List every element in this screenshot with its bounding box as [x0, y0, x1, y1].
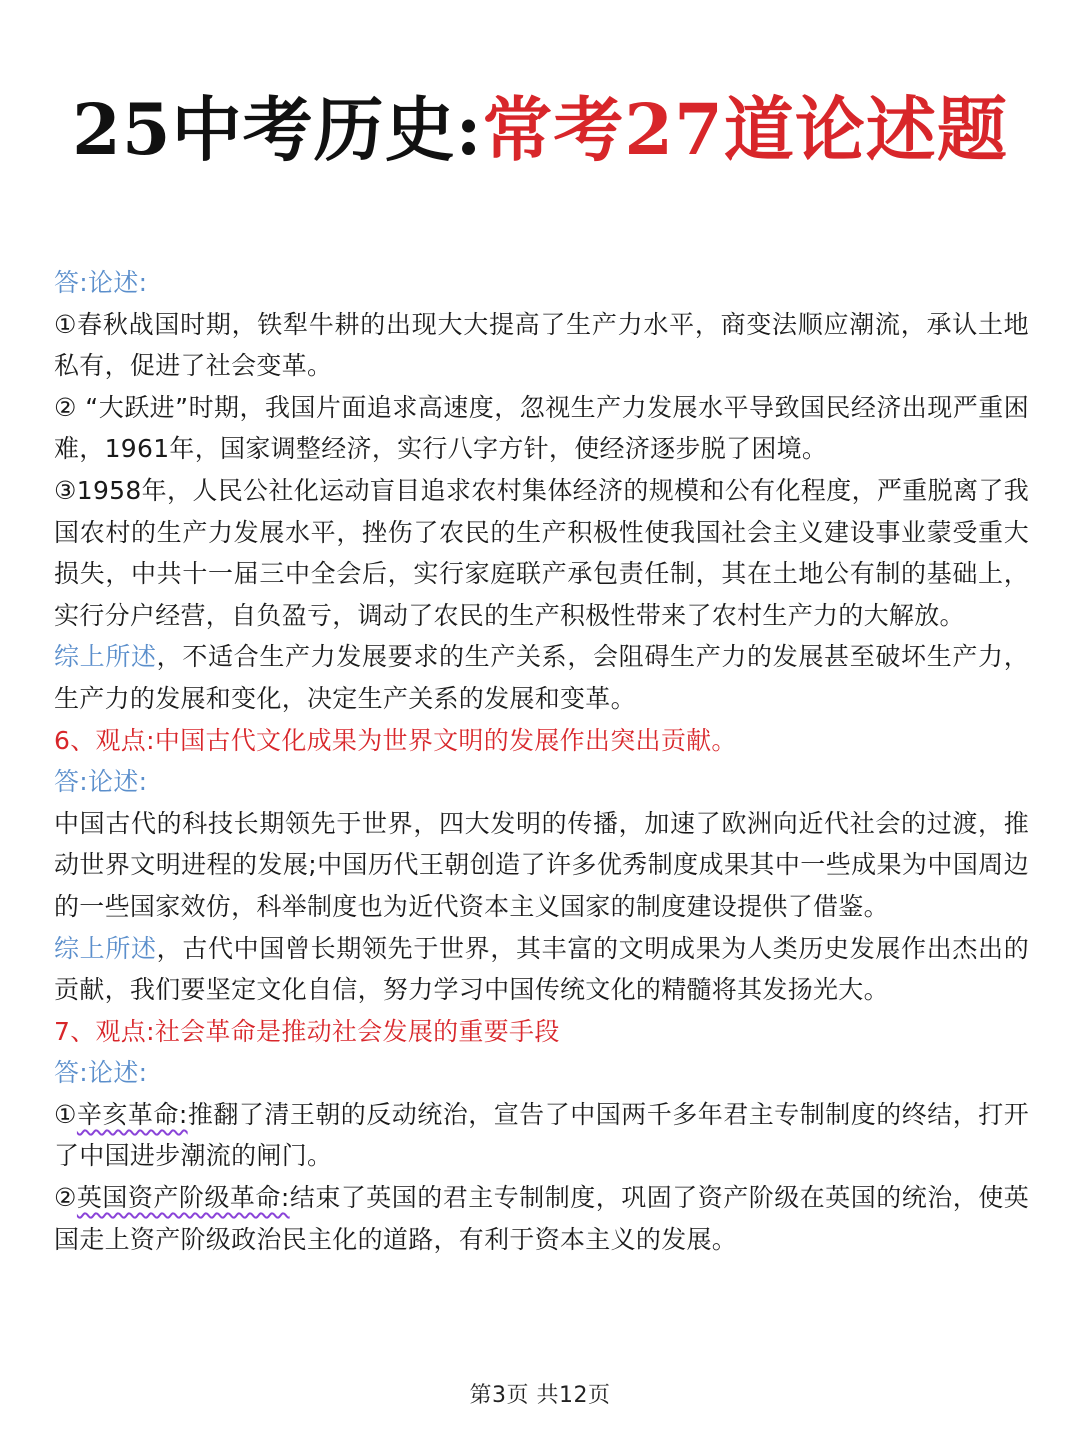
summary-paragraph: [54, 636, 1029, 719]
paragraph-item: [54, 1177, 1029, 1260]
summary-label: 综上所述: [54, 642, 157, 672]
paragraph-item: ③1958年，人民公社化运动盲目追求农村集体经济的规模和公有化程度，严重脱离了我国农村的生产力发展水平，挫伤了农民的生产积极性使我国社会主义建设事业蒙受重大损失，中共十一届三中全会后，实行家庭联产承包责任制，其在土地公有制的基础上，实行分户经营，自负盈亏，调动了农民的生产积极性带来了农村生产力的大解放。: [54, 475, 1029, 630]
title-highlight: 常考27道论述题: [482, 88, 1008, 171]
item-heading: 辛亥革命:: [76, 1099, 188, 1129]
item-number: ②: [54, 1183, 77, 1213]
paragraph-item: ② “大跃进”时期，我国片面追求高速度，忽视生产力发展水平导致国民经济出现严重困难，1961年，国家调整经济，实行八字方针，使经济逐步脱了困境。: [54, 392, 1029, 464]
item-heading: 英国资产阶级革命:: [76, 1183, 290, 1213]
summary-text: ，不适合生产力发展要求的生产关系，会阻碍生产力的发展甚至破坏生产力，生产力的发展和变化，决定生产关系的发展和变革。: [54, 642, 1029, 713]
paragraph-item: ①春秋战国时期，铁犁牛耕的出现大大提高了生产力水平，商变法顺应潮流，承认土地私有，促进了社会变革。: [54, 309, 1029, 381]
answer-label: 答:论述:: [54, 1058, 148, 1088]
summary-text: ，古代中国曾长期领先于世界，其丰富的文明成果为人类历史发展作出杰出的贡献，我们要坚定文化自信，努力学习中国传统文化的精髓将其发扬光大。: [54, 933, 1029, 1005]
paragraph-item: 中国古代的科技长期领先于世界，四大发明的传播，加速了欧洲向近代社会的过渡，推动世界文明进程的发展;中国历代王朝创造了许多优秀制度成果其中一些成果为中国周边的一些国家效仿，科举制度也为近代资本主义国家的制度建设提供了借鉴。: [54, 808, 1029, 921]
summary-paragraph: [54, 928, 1029, 1011]
viewpoint-heading: 7、观点:社会革命是推动社会发展的重要手段: [54, 1016, 560, 1046]
page-indicator: 第3页 共12页: [469, 1383, 611, 1408]
page-title: [0, 88, 1080, 172]
item-number: ①: [54, 1099, 77, 1129]
answer-label: 答:论述:: [54, 767, 148, 797]
document-body: [54, 262, 1029, 1260]
answer-label: 答:论述:: [54, 268, 148, 297]
item-text: 推翻了清王朝的反动统治，宣告了中国两千多年君主专制制度的终结，打开了中国进步潮流的闸门。: [54, 1099, 1030, 1171]
paragraph-item: [54, 1094, 1029, 1177]
title-prefix: 25中考历史:: [72, 88, 483, 171]
summary-label: 综上所述: [54, 933, 157, 963]
viewpoint-heading: 6、观点:中国古代文化成果为世界文明的发展作出突出贡献。: [54, 725, 737, 755]
item-text: 结束了英国的君主专制制度，巩固了资产阶级在英国的统治，使英国走上资产阶级政治民主化的道路，有利于资本主义的发展。: [54, 1183, 1030, 1254]
